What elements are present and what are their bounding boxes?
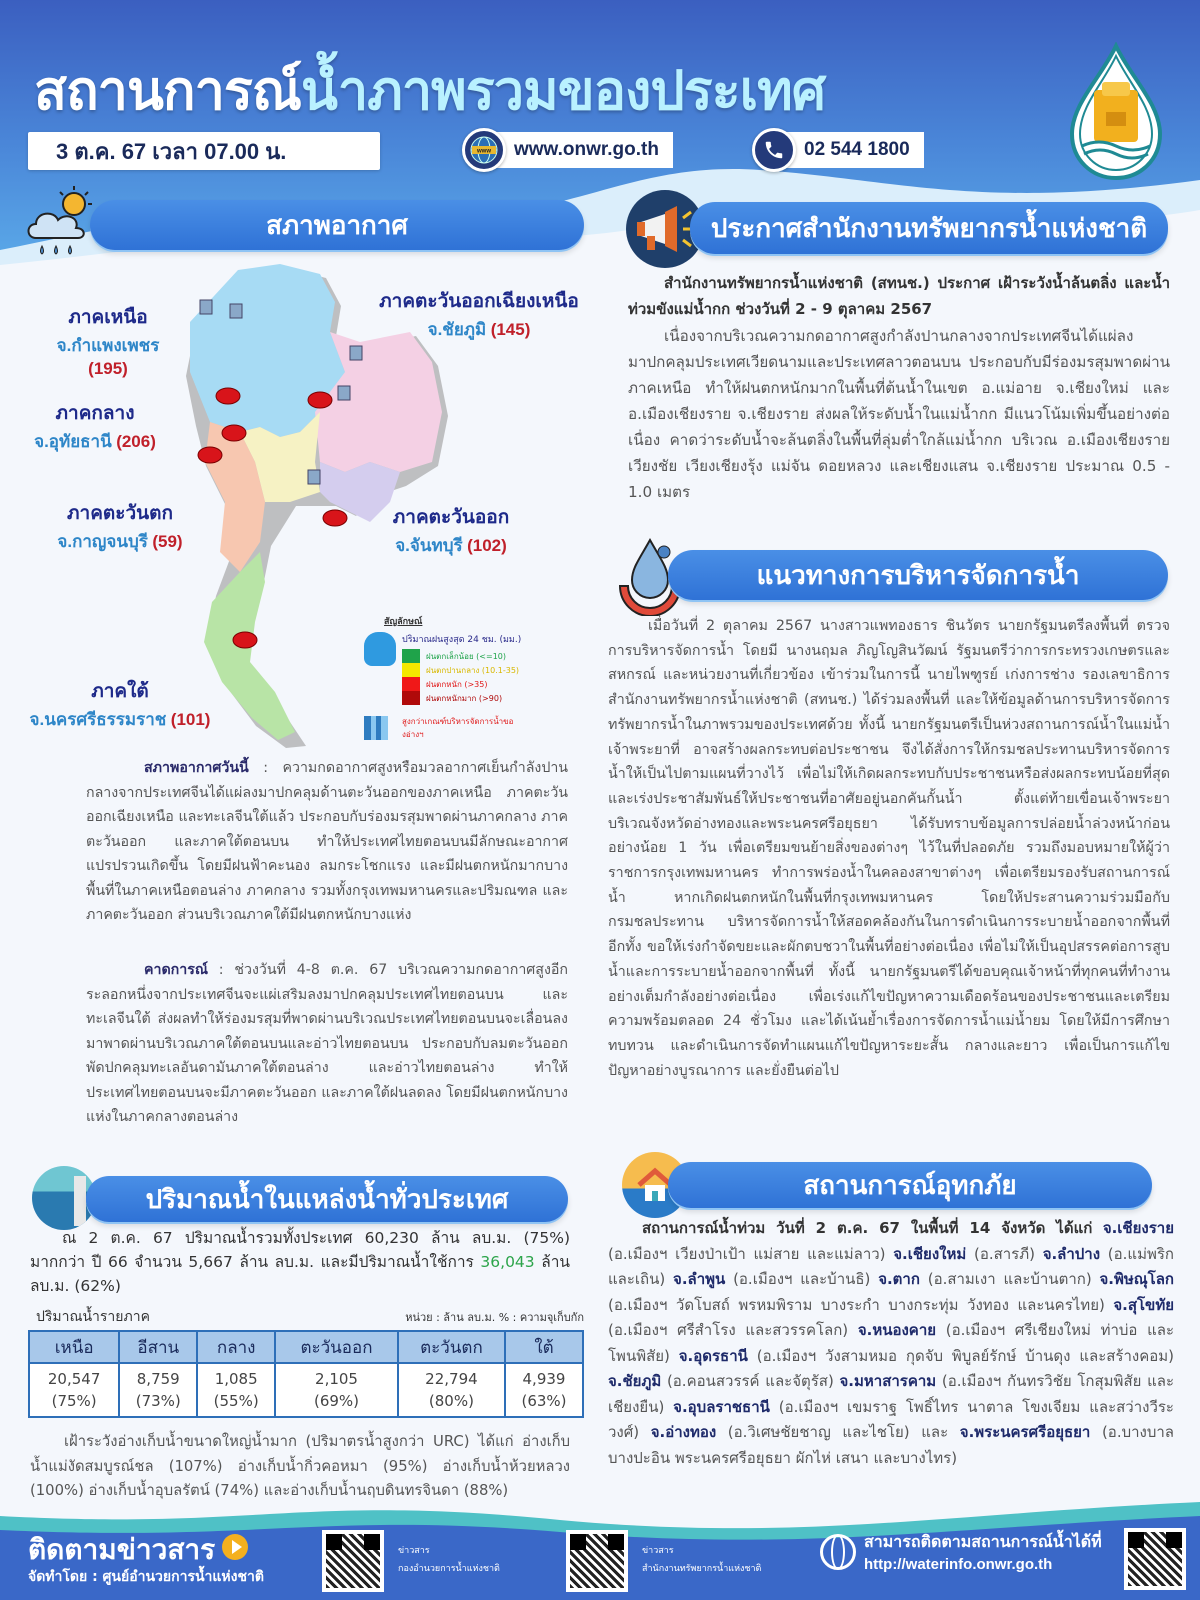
region-label-northeast: ภาคตะวันออกเฉียงเหนือ จ.ชัยภูมิ (145) bbox=[379, 291, 579, 339]
qr-code-nwc-news[interactable] bbox=[322, 1530, 384, 1592]
organizer-text: จัดทำโดย : ศูนย์อำนวยการน้ำแห่งชาติ bbox=[28, 1569, 264, 1585]
website-url[interactable]: www.onwr.go.th bbox=[496, 132, 673, 168]
table-header-row: เหนือ อีสาน กลาง ตะวันออก ตะวันตก ใต้ bbox=[29, 1331, 583, 1363]
flood-province-name: จ.ตาก bbox=[878, 1270, 920, 1288]
flood-province-detail: (อ.เมืองฯ วังสามหมอ กุดจับ พิบูลย์รักษ์ บ้านดุง และสร้างคอม) bbox=[747, 1346, 1174, 1365]
play-icon[interactable] bbox=[222, 1534, 248, 1560]
announcement-body: เนื่องจากบริเวณความกดอากาศสูงกำลังปานกลางจากประเทศจีนได้แผ่ลงมาปกคลุมประเทศเวียดนามและประเทศลาวตอนบน ประกอบกับมีร่องมรสุมพาดผ่านภาคเหนือ ทำให้ฝนตกหนักมากในพื้นที่ต้นน้ำในเขต อ.แม่อาย จ.เชียงใหม่ และ อ.เมืองเชียงราย จ.เชียงราย ส่งผลให้ระดับน้ำในแม่น้ำกก มีแนวโน้มเพิ่มขึ้นอย่างต่อเนื่อง คาดว่าระดับน้ำจะล้นตลิ่งในพื้นที่ลุ่มต่ำใกล้แม่น้ำกก บริเวณ อ.เมืองเชียงราย เวียงชัย เวียงเชียงรุ้ง แม่จัน ดอยหลวง และเชียงแสน จ.เชียงราย ประมาณ 0.5 - 1.0 เมตร bbox=[628, 327, 1170, 501]
phone-contact[interactable] bbox=[752, 130, 924, 170]
flood-province-detail: (อ.เมืองฯ ศรีเชียงใหม่ ท่าบ่อ และโพนพิสัย) bbox=[608, 1321, 1175, 1365]
qr-code-waterinfo[interactable] bbox=[1124, 1528, 1186, 1590]
flood-province-detail: (อ.เมืองฯ วัดโบสถ์ พรหมพิราม บางระกำ บางกระทุ่ม วังทอง และนครไทย) bbox=[608, 1295, 1114, 1314]
qr1-caption: ข่าวสาร กองอำนวยการน้ำแห่งชาติ bbox=[398, 1546, 500, 1574]
flood-province-name: จ.อุดรธานี bbox=[678, 1346, 748, 1365]
flood-province-name: จ.เชียงราย bbox=[1102, 1219, 1174, 1237]
website-link[interactable] bbox=[462, 130, 673, 170]
globe-www-icon bbox=[462, 128, 506, 172]
flood-province-name: จ.สุโขทัย bbox=[1113, 1295, 1174, 1314]
flood-province-detail: (อ.สารภี) bbox=[966, 1244, 1043, 1263]
qr2-caption: ข่าวสาร สำนักงานทรัพยากรน้ำแห่งชาติ bbox=[642, 1546, 762, 1574]
follow-news-title: ติดตามข่าวสาร bbox=[28, 1534, 216, 1565]
reservoir-watch-text: เฝ้าระวังอ่างเก็บน้ำขนาดใหญ่น้ำมาก (ปริมาตรน้ำสูงกว่า URC) ได้แก่ อ่างเก็บน้ำแม่งัดสมบูรณ์ชล (107%) อ่างเก็บน้ำกิ่วคอหมา (95%) อ่างเก็บน้ำห้วยหลวง (100%) อ่างเก็บน้ำอุบลรัตน์ (74%) และอ่างเก็บน้ำนฤบดินทรจินดา (88%) bbox=[30, 1433, 570, 1499]
flood-province-detail: (อ.เมืองฯ เขมราฐ โพธิ์ไทร นาตาล โขงเจียม และสว่างวีระวงศ์) bbox=[608, 1397, 1174, 1441]
region-label-north: ภาคเหนือ จ.กำแพงเพชร (195) bbox=[56, 307, 160, 378]
flood-province-detail: (อ.เมืองฯ ศรีสำโรง และสวรรคโลก) bbox=[608, 1321, 858, 1339]
section-header-management: แนวทางการบริหารจัดการน้ำ bbox=[668, 550, 1168, 600]
flood-province-name: จ.ลำพูน bbox=[673, 1270, 726, 1288]
rain-cloud-icon bbox=[364, 632, 396, 666]
water-volume-summary: ณ 2 ต.ค. 67 ปริมาณน้ำรวมทั้งประเทศ 60,230 ล้าน ลบ.ม. (75%) มากกว่า ปี 66 จำนวน 5,667 ล้าน ลบ.ม. และมีปริมาณน้ำใช้การ 36,043 ล้าน ลบ.ม. (62%) bbox=[30, 1229, 570, 1295]
table-row: 20,547 (75%) 8,759 (73%) 1,085 (55%) 2,105 (69%) 22,794 (80%) 4,939 (63%) bbox=[29, 1363, 583, 1417]
flood-province-name: จ.พระนครศรีอยุธยา bbox=[959, 1423, 1091, 1441]
flood-province-name: จ.อ่างทอง bbox=[650, 1423, 717, 1441]
phone-icon bbox=[752, 128, 796, 172]
flood-province-detail: (อ.คอนสวรรค์ และจัตุรัส) bbox=[661, 1372, 840, 1390]
map-legend: สัญลักษณ์ ปริมาณฝนสูงสุด 24 ชม. (มม.) ฝนตกเล็กน้อย (<=10) ฝนตกปานกลาง (10.1-35) ฝนตกหนัก (>35) ฝนตกหนักมาก (>90) สูงกว่าเกณฑ์บริหารจัดการน้ำของอ่างฯ bbox=[364, 614, 584, 741]
management-body: เมื่อวันที่ 2 ตุลาคม 2567 นางสาวแพทองธาร ชินวัตร นายกรัฐมนตรีลงพื้นที่ ตรวจการบริหารจัดการน้ำ โดยมี นางนฤมล ภิญโญสินวัฒน์ รัฐมนตรีว่าการกระทรวงเกษตรและสหกรณ์ และหน่วยงานที่เกี่ยวข้อง เข้าร่วมในการนี้ นายไพฑูรย์ เก่งการช่าง รองเลขาธิการสำนักงานทรัพยากรน้ำแห่งชาติ (สทนช.) ได้ร่วมลงพื้นที่ และให้ข้อมูลด้านการบริหารจัดการทรัพยากรน้ำในภาพรวมของประเทศด้วย ทั้งนี้ นายกรัฐมนตรีเป็นห่วงสถานการณ์น้ำในแม่น้ำเจ้าพระยาที่ อาจสร้างผลกระทบต่อประชาชน จึงได้สั่งการให้กรมชลประทานบริหารจัดการน้ำให้เป็นไปตามแผนที่วางไว้ เพื่อไม่ให้เกิดผลกระทบกับประชาชนหรือส่งผลกระทบน้อยที่สุด และเร่งประชาสัมพันธ์ให้ประชาชนที่อาศัยอยู่นอกคันกั้นน้ำ ตั้งแต่ท้ายเขื่อนเจ้าพระยา บริเวณจังหวัดอ่างทองและพระนครศรีอยุธยา ได้รับทราบข้อมูลการปล่อยน้ำล่วงหน้าก่อนอย่างน้อย 1 วัน เพื่อเตรียมขนย้ายสิ่งของต่างๆ ไว้ในที่ปลอดภัย รวมถึงมอบหมายให้ผู้ว่าราชการกรุงเทพมหานคร ทำการพร่องน้ำในคลองสาขาต่างๆ เพื่อเตรียมรองรับสถานการณ์น้ำ หากเกิดฝนตกหนักในพื้นที่กรุงเทพมหานคร โดยให้ประสานความร่วมมือกับกรมชลประทาน บริหารจัดการน้ำให้สอดคล้องกันในการดำเนินการระบายน้ำออกจากพื้นที่ อีกทั้ง ขอให้เร่งกำจัดขยะและผักตบชวาในพื้นที่อย่างต่อเนื่อง เพื่อไม่ให้เป็นอุปสรรคต่อการสูบน้ำและการระบายน้ำออกจากพื้นที่ ทั้งนี้ นายกรัฐมนตรีได้ขอบคุณเจ้าหน้าที่ทุกคนที่ทำงานอย่างเต็มกำลังอย่างต่อเนื่อง เพื่อเร่งแก้ไขปัญหาความเดือดร้อนของประชาชนและเตรียมความพร้อมตลอด 24 ชั่วโมง และได้เน้นย้ำเรื่องการจัดการน้ำแม่น้ำยม โดยให้มีการศึกษา ทบทวน และดำเนินการจัดทำแผนแก้ไขปัญหาระยะสั้น กลางและยาว เพื่อเป็นการแก้ไขปัญหาอย่างบูรณาการ และยั่งยืนต่อไป bbox=[608, 618, 1170, 1079]
table-caption: ปริมาณน้ำรายภาค bbox=[36, 1309, 150, 1325]
announcement-headline: สำนักงานทรัพยากรน้ำแห่งชาติ (สทนช.) ประกาศ เฝ้าระวังน้ำล้นตลิ่ง และน้ำท่วมขังแม่น้ำกก ช่วงวันที่ 2 - 9 ตุลาคม 2567 bbox=[628, 274, 1170, 318]
report-date: 3 ต.ค. 67 เวลา 07.00 น. bbox=[28, 132, 380, 170]
flood-province-detail: (อ.เมืองฯ กันทรวิชัย โกสุมพิสัย และเชียงยืน) bbox=[608, 1372, 1175, 1416]
flood-province-name: จ.เชียงใหม่ bbox=[893, 1244, 967, 1263]
flood-province-name: จ.หนองคาย bbox=[857, 1321, 937, 1339]
region-label-central: ภาคกลาง จ.อุทัยธานี (206) bbox=[34, 403, 156, 451]
flood-province-detail: (อ.สามเงา และบ้านตาก) bbox=[919, 1270, 1100, 1288]
flood-province-detail: (อ.บางบาล บางปะอิน พระนครศรีอยุธยา ผักไห่ เสนา และบางไทร) bbox=[608, 1423, 1174, 1467]
title-part-2: น้ำภาพรวมของประเทศ bbox=[301, 61, 826, 121]
region-label-west: ภาคตะวันตก จ.กาญจนบุรี (59) bbox=[57, 503, 183, 551]
section-header-flood: สถานการณ์อุทกภัย bbox=[668, 1162, 1152, 1208]
flood-province-detail: (อ.วิเศษชัยชาญ และไชโย) และ bbox=[716, 1423, 960, 1441]
flood-body: สถานการณ์น้ำท่วม วันที่ 2 ต.ค. 67 ในพื้นที่ 14 จังหวัด ได้แก่ จ.เชียงราย (อ.เมืองฯ เวียงป่าเป้า แม่สาย และแม่ลาว) จ.เชียงใหม่ (อ.สารภี) จ.ลำปาง (อ.แม่พริก และเถิน) จ.ลำพูน (อ.เมืองฯ และบ้านธิ) จ.ตาก (อ.สามเงา และบ้านตาก) จ.พิษณุโลก (อ.เมืองฯ วัดโบสถ์ พรหมพิราม บางระกำ บางกระทุ่ม วังทอง และนครไทย) จ.สุโขทัย (อ.เมืองฯ ศรีสำโรง และสวรรคโลก) จ.หนองคาย (อ.เมืองฯ ศรีเชียงใหม่ ท่าบ่อ และโพนพิสัย) จ.อุดรธานี (อ.เมืองฯ วังสามหมอ กุดจับ พิบูลย์รักษ์ บ้านดุง และสร้างคอม) จ.ชัยภูมิ (อ.คอนสวรรค์ และจัตุรัส) จ.มหาสารคาม (อ.เมืองฯ กันทรวิชัย โกสุมพิสัย และเชียงยืน) จ.อุบลราชธานี (อ.เมืองฯ เขมราฐ โพธิ์ไทร นาตาล โขงเจียม และสว่างวีระวงศ์) จ.อ่างทอง (อ.วิเศษชัยชาญ และไชโย) และ จ.พระนครศรีอยุธยา (อ.บางบาล บางปะอิน พระนครศรีอยุธยา ผักไห่ เสนา และบางไทร) bbox=[608, 1219, 1175, 1467]
section-header-weather: สภาพอากาศ bbox=[90, 200, 584, 250]
section-header-water-volume: ปริมาณน้ำในแหล่งน้ำทั่วประเทศ bbox=[86, 1176, 568, 1222]
weather-forecast-text: คาดการณ์ : ช่วงวันที่ 4-8 ต.ค. 67 บริเวณความกดอากาศสูงอีกระลอกหนึ่งจากประเทศจีนจะแผ่เสริมลงมาปกคลุมประเทศไทยตอนบน และทะเลจีนใต้ ส่งผลทำให้ร่องมรสุมที่พาดผ่านบริเวณประเทศไทยตอนบนจะเลื่อนลงมาพาดผ่านบริเวณภาคใต้ตอนบนและอ่าวไทยตอนบน ประกอบกับลมตะวันออกพัดปกคลุมทะเลอันดามันภาคใต้ตอนล่าง และอ่าวไทยตอนล่าง ทำให้ประเทศไทยตอนบนจะมีภาคตะวันออก และภาคใต้ฝนลดลง โดยมีฝนตกหนักบางแห่งในภาคกลางตอนล่าง bbox=[86, 962, 568, 1125]
flood-province-name: จ.พิษณุโลก bbox=[1099, 1270, 1174, 1288]
flood-province-detail: (อ.เมืองฯ และบ้านธิ) bbox=[725, 1270, 879, 1288]
globe-cursor-icon bbox=[820, 1534, 856, 1570]
regional-water-table bbox=[28, 1330, 584, 1418]
title-part-1: สถานการณ์ bbox=[34, 61, 302, 121]
qr-code-onwr-news[interactable] bbox=[566, 1530, 628, 1592]
flood-province-name: จ.มหาสารคาม bbox=[839, 1372, 937, 1390]
flood-province-name: จ.อุบลราชธานี bbox=[673, 1397, 770, 1416]
flood-province-detail: (อ.แม่พริก และเถิน) bbox=[608, 1244, 1174, 1288]
dam-overflow-icon bbox=[364, 716, 388, 740]
region-label-east: ภาคตะวันออก จ.จันทบุรี (102) bbox=[392, 507, 510, 555]
region-label-south: ภาคใต้ จ.นครศรีธรรมราช (101) bbox=[29, 681, 211, 729]
svg-text:www: www bbox=[476, 148, 492, 155]
waterinfo-link[interactable]: http://waterinfo.onwr.go.th bbox=[864, 1556, 1053, 1573]
weather-today-text: สภาพอากาศวันนี้ : ความกดอากาศสูงหรือมวลอากาศเย็นกำลังปานกลางจากประเทศจีนได้แผ่ลงมาปกคลุมด้านตะวันออกของภาคเหนือ ภาคตะวันออกเฉียงเหนือ และทะเลจีนใต้แล้ว ประกอบกับร่องมรสุมพาดผ่านภาคกลาง ภาคตะวันออก และภาคใต้ตอนบน ทำให้ประเทศไทยตอนบนมีลักษณะอากาศแปรปรวนเกิดขึ้น โดยมีฝนฟ้าคะนอง ลมกระโชกแรง และมีฝนตกหนักมากบางพื้นที่ในภาคเหนือตอนล่าง ภาคกลาง รวมทั้งกรุงเทพมหานครและปริมณฑล และภาคตะวันออก ส่วนบริเวณภาคใต้มีฝนตกหนักบางแห่ง bbox=[86, 760, 568, 923]
usable-volume: 36,043 bbox=[480, 1253, 535, 1271]
flood-province-name: จ.ชัยภูมิ bbox=[608, 1372, 662, 1390]
phone-number[interactable]: 02 544 1800 bbox=[786, 132, 924, 168]
flood-province-detail: (อ.เมืองฯ เวียงป่าเป้า แม่สาย และแม่ลาว) bbox=[608, 1244, 894, 1263]
follow-more-text: สามารถติดตามสถานการณ์น้ำได้ที่ bbox=[864, 1534, 1102, 1551]
section-header-announcement: ประกาศสำนักงานทรัพยากรน้ำแห่งชาติ bbox=[690, 202, 1168, 254]
page-title bbox=[34, 56, 825, 126]
flood-province-name: จ.ลำปาง bbox=[1042, 1244, 1101, 1263]
table-unit: หน่วย : ล้าน ลบ.ม. % : ความจุเก็บกัก bbox=[405, 1311, 584, 1324]
onwr-emblem-logo bbox=[1062, 42, 1170, 182]
